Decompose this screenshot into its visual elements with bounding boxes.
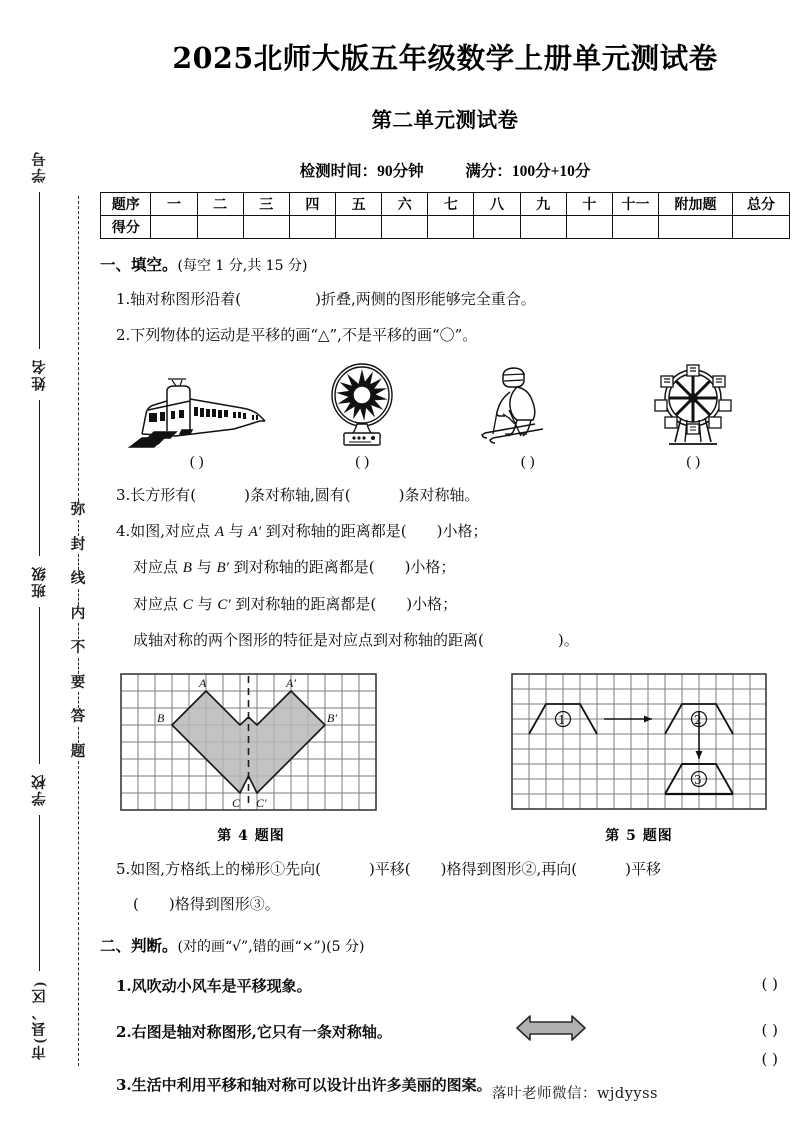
score-cell-9[interactable] xyxy=(520,216,566,239)
score-cell-2[interactable] xyxy=(197,216,243,239)
seal-divider-2 xyxy=(39,400,40,557)
seal-label-class: 班级 xyxy=(31,565,48,599)
exam-meta-row xyxy=(100,159,790,181)
figure-5-label-3: 3 xyxy=(694,772,702,787)
figure-4-caption: 第 4 题图 xyxy=(217,827,285,844)
question-2-answer-fan[interactable]: ( ) xyxy=(355,454,370,470)
question-3-part2: )条对称轴,圆有( xyxy=(244,486,351,504)
score-col-3: 三 xyxy=(243,193,289,216)
question-2-picture-row xyxy=(100,356,790,448)
seal-label-name: 姓名 xyxy=(31,357,48,391)
section-one-heading xyxy=(100,253,790,275)
exam-duration: 检测时间：90分钟 xyxy=(299,163,424,180)
judge-item-3-text: 3.生活中利用平移和轴对称可以设计出许多美丽的图案。 xyxy=(116,1075,492,1094)
seal-char-5: 要 xyxy=(70,674,86,691)
picture-cell-skier xyxy=(453,356,603,448)
q4-l4-b: )。 xyxy=(557,631,579,649)
section-two-heading xyxy=(100,934,790,956)
seal-char-6: 答 xyxy=(70,709,86,725)
score-table xyxy=(100,192,790,239)
score-cell-total[interactable] xyxy=(733,216,790,239)
judge-item-1-text: 1.风吹动小风车是平移现象。 xyxy=(116,976,312,995)
figure-5-arrow-right xyxy=(604,715,652,722)
figure-4-label-B-prime: B′ xyxy=(327,710,337,725)
figure-4-label-B: B xyxy=(157,710,165,725)
score-col-5: 五 xyxy=(336,193,382,216)
seal-char-gap-1 xyxy=(78,554,79,570)
q4-point-b: B xyxy=(182,560,192,576)
q4-l2-b: 与 xyxy=(191,558,217,576)
score-col-extra: 附加题 xyxy=(658,193,732,216)
table-row-header xyxy=(101,193,790,216)
question-2-answer-train[interactable]: ( ) xyxy=(189,454,204,470)
judge-item-2 xyxy=(116,1021,790,1041)
ferris-wheel-icon xyxy=(647,360,739,448)
q4-l1-c: 到对称轴的距离都是( xyxy=(261,521,407,540)
q5-l2-a: ( xyxy=(133,895,139,913)
seal-divider-3 xyxy=(39,607,40,764)
double-headed-arrow-icon xyxy=(514,1011,588,1049)
seal-divider-1 xyxy=(39,192,40,349)
question-3-part1: 3.长方形有( xyxy=(116,486,197,504)
score-col-11: 十一 xyxy=(612,193,658,216)
q5-l1-b: )平移( xyxy=(368,859,411,878)
figure-5-label-2: 2 xyxy=(694,712,702,727)
question-4-line-3 xyxy=(133,593,790,617)
score-col-7: 七 xyxy=(428,193,474,216)
q4-l3-c: 到对称轴的距离都是( xyxy=(230,594,377,613)
q4-point-a-prime: A′ xyxy=(248,523,262,540)
judge-item-2-text: 2.右图是轴对称图形,它只有一条对称轴。 xyxy=(116,1022,392,1041)
section-two-title: 二、判断。 xyxy=(100,935,178,955)
score-col-10: 十 xyxy=(566,193,612,216)
score-cell-7[interactable] xyxy=(428,216,474,239)
picture-cell-ferris-wheel xyxy=(618,356,768,448)
score-table-row-label-1: 得分 xyxy=(101,216,151,239)
q4-l3-b: 与 xyxy=(192,594,218,613)
figure-4-label-A-prime: A′ xyxy=(286,675,296,690)
seal-char-gap-6 xyxy=(78,727,79,743)
question-5-line-2 xyxy=(133,893,790,916)
exam-total-score: 满分：100分+10分 xyxy=(465,163,591,180)
question-3-part3: )条对称轴。 xyxy=(398,486,480,504)
seal-label-student-id: 学号 xyxy=(31,150,48,183)
q4-point-c-prime: C′ xyxy=(217,596,231,613)
score-cell-extra[interactable] xyxy=(658,216,732,239)
figure-5-caption: 第 5 题图 xyxy=(605,827,673,844)
figure-5-block xyxy=(504,666,774,845)
score-cell-10[interactable] xyxy=(566,216,612,239)
score-col-6: 六 xyxy=(382,193,428,216)
seal-char-0: 弥 xyxy=(70,502,86,518)
seal-margin-inner xyxy=(62,196,94,1066)
seal-char-gap-3 xyxy=(78,623,79,639)
picture-cell-fan xyxy=(287,356,437,448)
score-col-4: 四 xyxy=(289,193,335,216)
score-col-total: 总分 xyxy=(733,193,790,216)
seal-divider-4 xyxy=(39,815,40,972)
q4-l1-d: )小格； xyxy=(436,521,488,540)
seal-char-gap-0 xyxy=(78,520,79,536)
q5-l1-d: )平移 xyxy=(625,859,661,878)
question-2-answer-row xyxy=(100,454,790,471)
figure-5-label-1: 1 xyxy=(558,712,566,727)
judge-item-1 xyxy=(116,975,790,995)
figure-4-grid xyxy=(116,666,386,814)
seal-char-gap-2 xyxy=(78,589,79,605)
score-table-row-label-0: 题序 xyxy=(101,193,151,216)
q5-l2-b: )格得到图形③。 xyxy=(168,895,280,913)
seal-char-1: 封 xyxy=(70,536,86,553)
q4-l3-d: )小格； xyxy=(406,594,458,613)
table-row-score xyxy=(101,216,790,239)
question-4-line-2 xyxy=(133,556,790,580)
picture-cell-train xyxy=(122,356,272,448)
score-cell-5[interactable] xyxy=(336,216,382,239)
figure-4-label-C-prime: C′ xyxy=(256,795,267,810)
footer-watermark: 落叶老师微信：wjdyyss xyxy=(492,1086,658,1102)
question-1-suffix: )折叠,两侧的图形能够完全重合。 xyxy=(315,290,536,308)
section-one-note: (每空 1 分,共 15 分) xyxy=(177,258,308,274)
q4-point-c: C xyxy=(182,596,193,613)
exam-sheet xyxy=(100,0,790,1122)
question-2: 2.下列物体的运动是平移的画“△”,不是平移的画“〇”。 xyxy=(116,325,478,344)
seal-char-gap-5 xyxy=(78,692,79,708)
score-cell-3[interactable] xyxy=(243,216,289,239)
seal-char-7: 题 xyxy=(70,743,86,760)
seal-label-school: 学校 xyxy=(31,772,48,806)
score-col-8: 八 xyxy=(474,193,520,216)
judge-item-3-answer[interactable]: ( ) xyxy=(761,1049,778,1068)
figure-4-label-A: A xyxy=(199,675,207,690)
page-title: 2025北师大版五年级数学上册单元测试卷 xyxy=(172,41,718,75)
score-cell-6[interactable] xyxy=(382,216,428,239)
train-icon xyxy=(124,374,270,448)
judge-item-2-answer[interactable]: ( ) xyxy=(761,1020,778,1039)
score-cell-11[interactable] xyxy=(612,216,658,239)
question-4-line-4 xyxy=(133,629,790,652)
question-2-answer-skier[interactable]: ( ) xyxy=(520,454,535,470)
page-subtitle: 第二单元测试卷 xyxy=(371,108,519,132)
score-cell-1[interactable] xyxy=(151,216,197,239)
seal-char-2: 线 xyxy=(70,571,86,587)
figure-4-block xyxy=(116,666,386,845)
question-1-prefix: 1.轴对称图形沿着( xyxy=(116,290,242,308)
figure-4-label-C: C xyxy=(232,795,241,810)
score-col-1: 一 xyxy=(151,193,197,216)
q4-l3-a: 对应点 xyxy=(133,594,183,613)
q4-l1-a: 4.如图,对应点 xyxy=(116,521,215,540)
q4-l2-c: 到对称轴的距离都是( xyxy=(228,558,375,576)
figure-5-grid xyxy=(504,666,774,814)
q4-point-a: A xyxy=(214,523,225,540)
seal-char-gap-4 xyxy=(78,658,79,674)
score-col-2: 二 xyxy=(197,193,243,216)
question-5-line-1 xyxy=(116,858,790,881)
q4-l4-a: 成轴对称的两个图形的特征是对应点到对称轴的距离( xyxy=(133,631,484,649)
seal-dash-bottom xyxy=(78,761,79,1066)
question-2-answer-ferris-wheel[interactable]: ( ) xyxy=(686,454,701,470)
score-cell-8[interactable] xyxy=(474,216,520,239)
skier-icon xyxy=(473,362,583,448)
judge-item-3 xyxy=(116,1049,790,1094)
question-3 xyxy=(116,484,790,507)
seal-warning-text xyxy=(71,501,86,761)
section-two-note: (对的画“√”,错的画“×”)(5 分) xyxy=(177,938,365,955)
figure-row xyxy=(100,666,790,845)
electric-fan-icon xyxy=(319,362,405,448)
question-1 xyxy=(116,288,790,311)
seal-label-city-district: 市(县、区) xyxy=(31,980,48,1060)
seal-dash-top xyxy=(78,196,79,501)
q5-l1-c: )格得到图形②,再向( xyxy=(440,859,578,878)
q4-l2-a: 对应点 xyxy=(133,558,183,576)
score-col-9: 九 xyxy=(520,193,566,216)
seal-margin-outer xyxy=(22,150,56,1060)
score-cell-4[interactable] xyxy=(289,216,335,239)
question-4-line-1 xyxy=(116,520,790,544)
q5-l1-a: 5.如图,方格纸上的梯形①先向( xyxy=(116,859,321,878)
q4-l2-d: )小格； xyxy=(404,558,456,576)
q4-point-b-prime: B′ xyxy=(216,560,229,576)
seal-char-3: 内 xyxy=(70,605,86,622)
section-one-title: 一、填空。 xyxy=(100,255,178,274)
seal-char-4: 不 xyxy=(70,640,86,656)
judge-item-1-answer[interactable]: ( ) xyxy=(761,974,778,993)
q4-l1-b: 与 xyxy=(224,521,249,540)
